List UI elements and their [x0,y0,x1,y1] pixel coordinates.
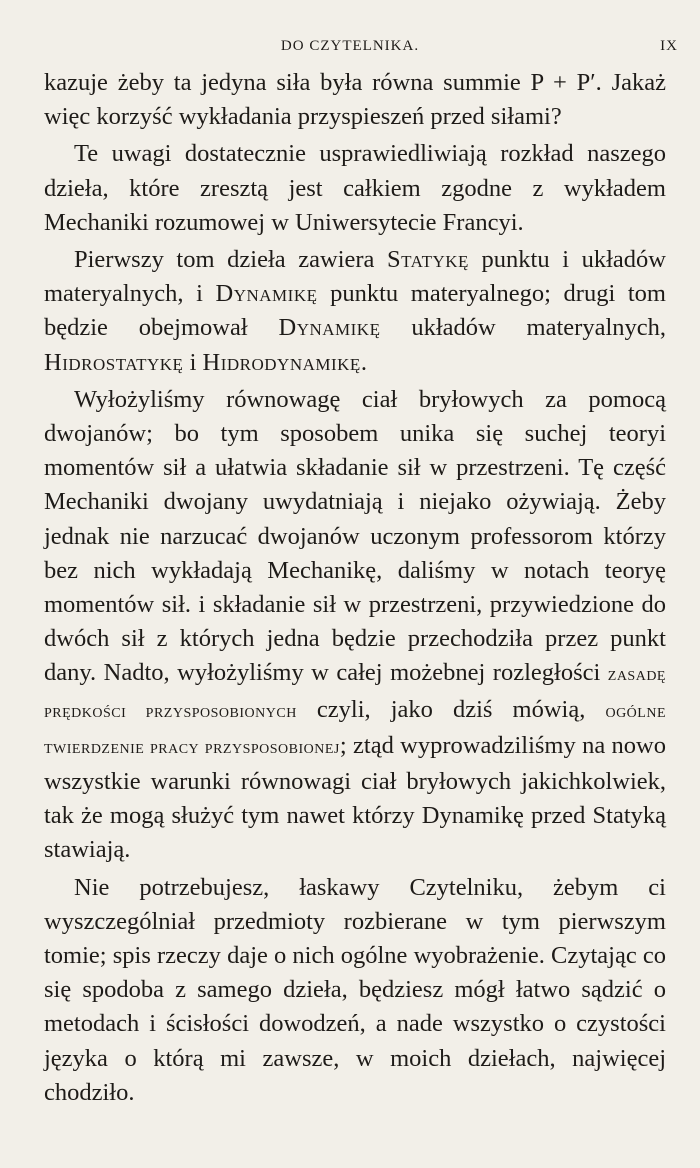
body-text [44,66,666,1113]
running-head [0,38,700,58]
paragraph-1: kazuje żeby ta jedyna siła była równa summie P + P′. Jakaż więc korzyść wykładania przyspieszeń przed siłami? [44,69,666,131]
text-run: układów materyalnych, [380,314,666,342]
running-title: DO CZYTELNIKA. [280,38,420,54]
text-run: Pierwszy tom dzieła zawiera [74,246,388,274]
small-caps-term: Dynamikę [278,314,381,342]
text-run: Wyłożyliśmy równowagę ciał bryłowych za pomocą dwojanów; bo tym sposobem unika się suchej teoryi momentów sił a ułatwia składanie sił w przestrzeni. Tę część Mechaniki dwojany uwydatniają i niejako ożywiają. Żeby jednak nie narzucać dwojanów uczonym professorom którzy bez nich wykładają Mechanikę, daliśmy w notach teoryę momentów sił. i składanie sił w przestrzeni, przywiedzione do dwóch sił z których jedna będzie przechodziła przez punkt dany. Nadto, wyłożyliśmy w całej możebnej rozległości [44,385,666,687]
paragraph-4 [44,383,666,868]
page-number: IX [660,38,678,54]
small-caps-term: Hidrodynamikę [202,348,361,376]
small-caps-term: Dynamikę [215,280,318,308]
paragraph-3 [44,243,666,380]
paragraph-5: Nie potrzebujesz, łaskawy Czytelniku, żebym ci wyszczególniał przedmioty rozbierane w tym pierwszym tomie; spis rzeczy daje o nich ogólne wyobrażenie. Czytając co się spodoba z samego dzieła, będziesz mógł łatwo sądzić o metodach i ścisłości dowodzeń, a nade wszystko o czystości języka o którą mi zawsze, w moich dziełach, najwięcej chodziło. [44,873,666,1106]
small-caps-term: ogólne twierdzenie pracy przysposobionej [44,700,666,758]
text-run: ; ztąd wyprowadziliśmy na nowo wszystkie warunki równowagi ciał bryłowych jakichkolwiek, tak że mogą służyć tym nawet którzy Dynamikę przed Statyką stawiają. [44,731,666,864]
text-run: punktu materyalnego; drugi tom będzie obejmował [44,280,666,342]
small-caps-term: Statykę [387,246,469,274]
paragraph-2: Te uwagi dostatecznie usprawiedliwiają rozkład naszego dzieła, które zresztą jest całkiem zgodne z wykładem Mechaniki rozumowej w Uniwersytecie Francyi. [44,140,666,236]
text-run: punktu i układów materyalnych, i [44,246,666,308]
small-caps-term: zasadę prędkości przysposobionych [44,664,666,722]
text-run: . [360,348,367,376]
text-run: czyli, jako dziś mówią, [296,695,606,723]
text-run: i [183,348,203,376]
small-caps-term: Hidrostatykę [44,348,184,376]
